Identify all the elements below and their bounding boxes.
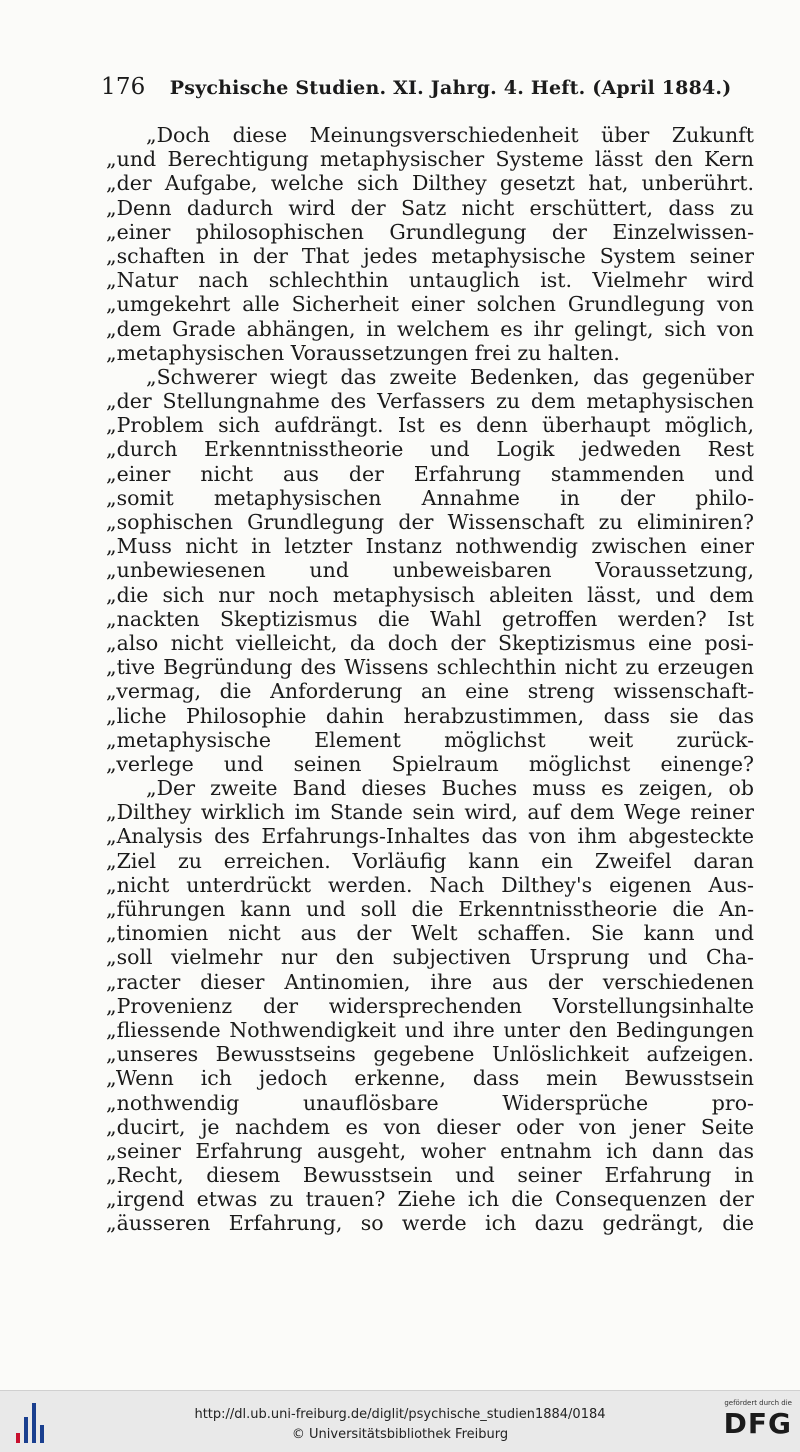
text-line: „Dilthey wirklich im Stande sein wird, auf dem Wege reiner (106, 800, 754, 825)
running-title: Psychische Studien. XI. Jahrg. 4. Heft. (April 1884.) (169, 77, 732, 99)
text-line: „vermag, die Anforderung an eine streng wissenschaft- (106, 679, 754, 704)
text-line: „tinomien nicht aus der Welt schaffen. Sie kann und (106, 921, 754, 946)
text-line: „durch Erkenntnisstheorie und Logik jedweden Rest (106, 437, 754, 462)
dfg-logo (704, 1399, 792, 1447)
text-line: „sophischen Grundlegung der Wissenschaft zu eliminiren? (106, 510, 754, 534)
text-line: „der Aufgabe, welche sich Dilthey gesetzt hat, unberührt. (106, 171, 754, 196)
text-line: „einer nicht aus der Erfahrung stammenden und (106, 461, 754, 486)
text-line: „unbewiesenen und unbeweisbaren Voraussetzung, (106, 558, 754, 583)
permalink-url[interactable]: http://dl.ub.uni-freiburg.de/diglit/psychische_studien1884/0184 (194, 1407, 606, 1422)
text-line: „Problem sich aufdrängt. Ist es denn überhaupt möglich, (106, 413, 754, 438)
text-line: „einer philosophischen Grundlegung der Einzelwissen- (106, 219, 754, 244)
text-line: „führungen kann und soll die Erkenntnisstheorie die An- (106, 897, 754, 921)
text-line: „umgekehrt alle Sicherheit einer solchen Grundlegung von (106, 292, 754, 317)
text-line: „racter dieser Antinomien, ihre aus der verschiedenen (106, 969, 754, 994)
text-line: „Analysis des Erfahrungs-Inhaltes das von ihm abgesteckte (106, 824, 754, 849)
text-line: „Doch diese Meinungsverschiedenheit über Zukunft (146, 123, 754, 147)
text-line: „schaften in der That jedes metaphysische System seiner (106, 243, 754, 268)
text-line: „ducirt, je nachdem es von dieser oder von jener Seite (106, 1114, 754, 1139)
page-number: 176 (101, 74, 146, 100)
text-line: „seiner Erfahrung ausgeht, woher entnahm ich dann das (106, 1138, 754, 1163)
text-line: „Wenn ich jedoch erkenne, dass mein Bewusstsein (106, 1066, 754, 1091)
text-line: „verlege und seinen Spielraum möglichst einenge? (106, 751, 754, 776)
copyright-notice: © Universitätsbibliothek Freiburg (291, 1427, 509, 1442)
text-line: „Ziel zu erreichen. Vorläufig kann ein Zweifel daran (106, 848, 754, 873)
text-line: „soll vielmehr nur den subjectiven Ursprung und Cha- (106, 945, 754, 970)
text-line: „Denn dadurch wird der Satz nicht erschüttert, dass zu (106, 195, 754, 220)
text-line: „liche Philosophie dahin herabzustimmen, dass sie das (106, 703, 754, 728)
text-line: „Der zweite Band dieses Buches muss es zeigen, ob (146, 776, 754, 801)
text-line: „tive Begründung des Wissens schlechthin nicht zu erzeugen (106, 655, 754, 680)
dfg-funding-note: gefördert durch die (724, 1399, 792, 1407)
text-line: „und Berechtigung metaphysischer Systeme lässt den Kern (106, 147, 754, 172)
dfg-logo-text: DFG (723, 1407, 792, 1440)
text-line: „also nicht vielleicht, da doch der Skeptizismus eine posi- (106, 630, 754, 655)
text-line: „äusseren Erfahrung, so werde ich dazu gedrängt, die (106, 1211, 754, 1236)
text-line: „irgend etwas zu trauen? Ziehe ich die Consequenzen der (106, 1187, 754, 1212)
text-line: „nackten Skeptizismus die Wahl getroffen werden? Ist (106, 606, 754, 631)
text-line: „somit metaphysischen Annahme in der philo- (106, 485, 754, 510)
text-line: „fliessende Nothwendigkeit und ihre unter den Bedingungen (106, 1017, 754, 1042)
text-line: „dem Grade abhängen, in welchem es ihr gelingt, sich von (106, 316, 754, 341)
text-line: „Schwerer wiegt das zweite Bedenken, das gegenüber (146, 364, 754, 389)
text-line: „die sich nur noch metaphysisch ableiten lässt, und dem (106, 582, 754, 607)
viewer-footer (0, 1390, 800, 1452)
text-line: „Natur nach schlechthin untauglich ist. Vielmehr wird (106, 268, 754, 293)
running-header (101, 74, 761, 104)
text-line: „der Stellungnahme des Verfassers zu dem metaphysischen (106, 389, 754, 414)
text-line: „Muss nicht in letzter Instanz nothwendig zwischen einer (106, 534, 754, 559)
text-line: „unseres Bewusstseins gegebene Unlöslichkeit aufzeigen. (106, 1042, 754, 1067)
body-text (106, 123, 754, 1236)
text-line: „metaphysischen Voraussetzungen frei zu halten. (106, 340, 620, 365)
text-line: „Provenienz der widersprechenden Vorstellungsinhalte (106, 993, 754, 1018)
text-line: „nothwendig unauflösbare Widersprüche pro- (106, 1090, 754, 1115)
text-line: „nicht unterdrückt werden. Nach Dilthey's eigenen Aus- (106, 872, 754, 897)
text-line: „metaphysische Element möglichst weit zurück- (106, 727, 754, 752)
text-line: „Recht, diesem Bewusstsein und seiner Erfahrung in (106, 1163, 754, 1188)
